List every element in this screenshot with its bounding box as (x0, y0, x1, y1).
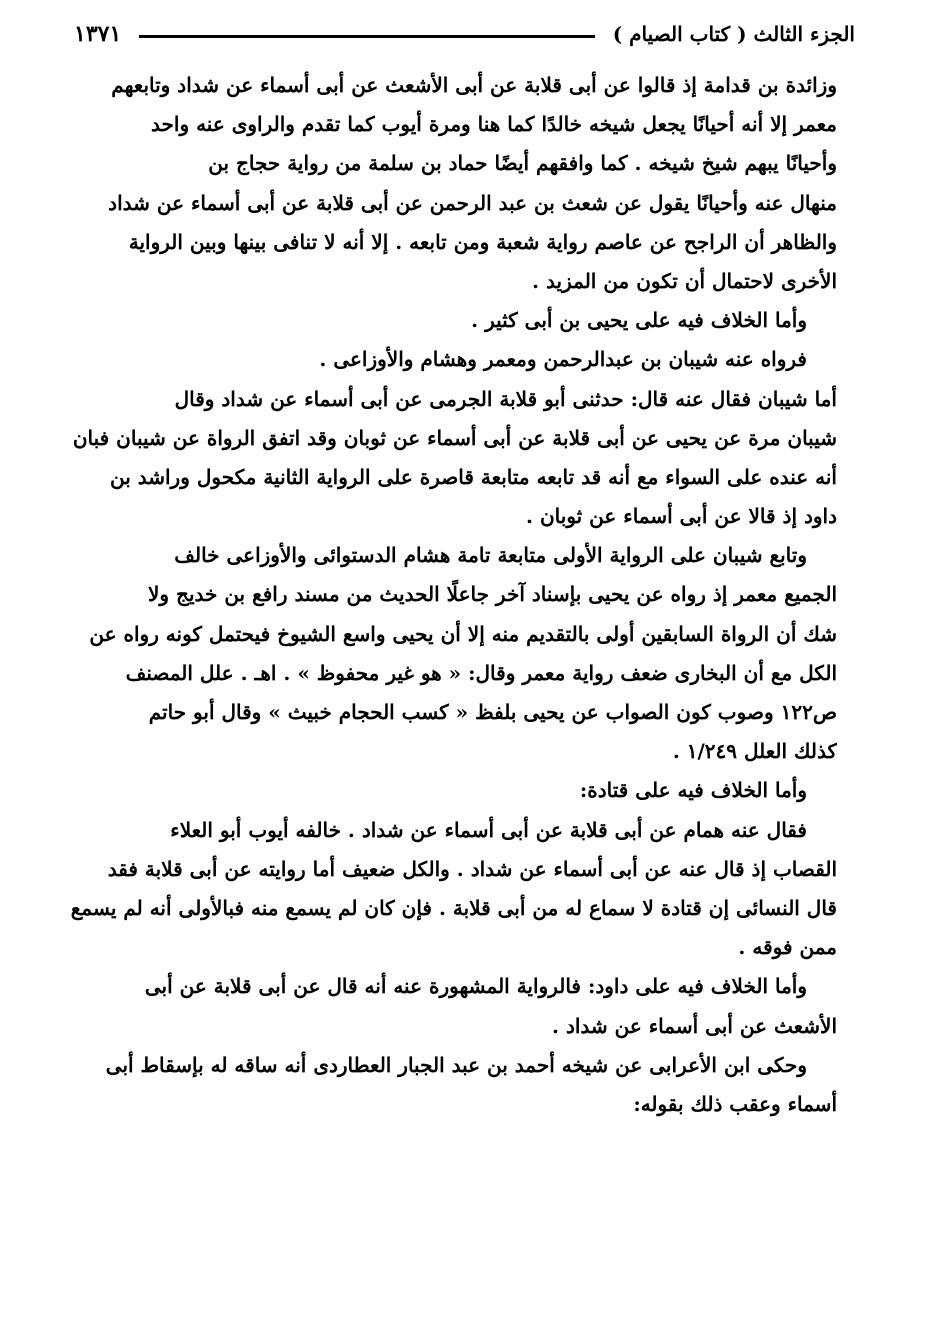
paragraph (70, 811, 837, 968)
text-line: القصاب إذ قال عنه عن أبى أسماء عن شداد . والكل ضعيف أما روايته عن أبى قلابة فقد (107, 856, 837, 881)
text-line: منهال عنه وأحيانًا يقول عن شعث بن عبد الرحمن عن أبى قلابة عن أبى أسماء عن شداد (108, 190, 837, 215)
text-line: وأما الخلاف فيه على داود: فالرواية المشهورة عنه أنه قال عن أبى قلابة عن أبى (144, 974, 807, 999)
text-line: أنه عنده على السواء مع أنه قد تابعه متابعة قاصرة على الرواية الثانية مكحول وراشد بن (109, 464, 837, 489)
paragraph (70, 66, 837, 301)
paragraph (70, 536, 837, 771)
text-line: والظاهر أن الراجح عن عاصم رواية شعبة ومن تابعه . إلا أنه لا تنافى بينها وبين الرواية (128, 229, 837, 254)
text-line: ممن فوقه . (738, 935, 837, 960)
text-line: شك أن الرواة السابقين أولى بالتقديم منه إلا أن يحيى واسع الشيوخ فيحتمل كونه رواه عن (89, 621, 837, 646)
text-line: شيبان مرة عن يحيى عن أبى قلابة عن أبى أسماء عن ثوبان وقد اتفق الرواة عن شيبان فبان (72, 425, 837, 450)
text-line: ص١٢٢ وصوب كون الصواب عن يحيى بلفظ « كسب الحجام خبيث » وقال أبو حاتم (148, 700, 837, 724)
text-line: الأشعث عن أبى أسماء عن شداد . (552, 1013, 837, 1038)
paragraph (70, 1046, 837, 1124)
paragraph (70, 301, 837, 340)
header-rule (139, 35, 594, 38)
text-line: الكل مع أن البخارى ضعف رواية معمر وقال: « هو غير محفوظ » . اهـ . علل المصنف (125, 660, 837, 685)
text-line: وزائدة بن قدامة إذ قالوا عن أبى قلابة عن أبى الأشعث عن أبى أسماء عن شداد وتابعهم (111, 73, 837, 97)
paragraph (70, 380, 837, 537)
text-line: الجميع معمر إذ رواه عن يحيى بإسناد آخر جاعلًا الحديث من مسند رافع بن خديج ولا (148, 582, 837, 607)
text-line: أما شيبان فقال عنه قال: حدثنى أبو قلابة الجرمى عن أبى أسماء عن شداد وقال (174, 386, 837, 411)
text-line: وأما الخلاف فيه على قتادة: (579, 778, 807, 803)
text-line: قال النسائى إن قتادة لا سماع له من أبى قلابة . فإن كان لم يسمع منه فبالأولى أنه لم يسمع (70, 895, 837, 920)
text-line: الأخرى لاحتمال أن تكون من المزيد . (532, 268, 837, 293)
text-line: أسماء وعقب ذلك بقوله: (633, 1091, 837, 1116)
body-text (70, 66, 837, 1124)
text-line: كذلك العلل ١/٢٤٩ . (672, 739, 837, 764)
text-line: فقال عنه همام عن أبى قلابة عن أبى أسماء عن شداد . خالفه أيوب أبو العلاء (170, 817, 807, 842)
paragraph (70, 340, 837, 379)
text-line: داود إذ قالا عن أبى أسماء عن ثوبان . (526, 504, 837, 529)
paragraph (70, 967, 837, 1045)
text-line: وتابع شيبان على الرواية الأولى متابعة تامة هشام الدستوائى والأوزاعى خالف (174, 543, 807, 568)
text-line: وحكى ابن الأعرابى عن شيخه أحمد بن عبد الجبار العطاردى أنه ساقه له بإسقاط أبى (105, 1052, 807, 1077)
paragraph (70, 771, 837, 810)
page-number: ١٣٧١ (74, 21, 122, 47)
page-header (74, 14, 855, 54)
text-line: وأما الخلاف فيه على يحيى بن أبى كثير . (471, 308, 807, 333)
text-line: معمر إلا أنه أحيانًا يجعل شيخه خالدًا كما هنا ومرة أيوب كما تقدم والراوى عنه واحد (151, 112, 837, 137)
text-line: وأحيانًا يبهم شيخ شيخه . كما وافقهم أيضًا حماد بن سلمة من رواية حجاج بن (208, 151, 837, 176)
text-line: فرواه عنه شيبان بن عبدالرحمن ومعمر وهشام والأوزاعى . (319, 347, 807, 372)
running-head: الجزء الثالث ( كتاب الصيام ) (612, 22, 855, 46)
